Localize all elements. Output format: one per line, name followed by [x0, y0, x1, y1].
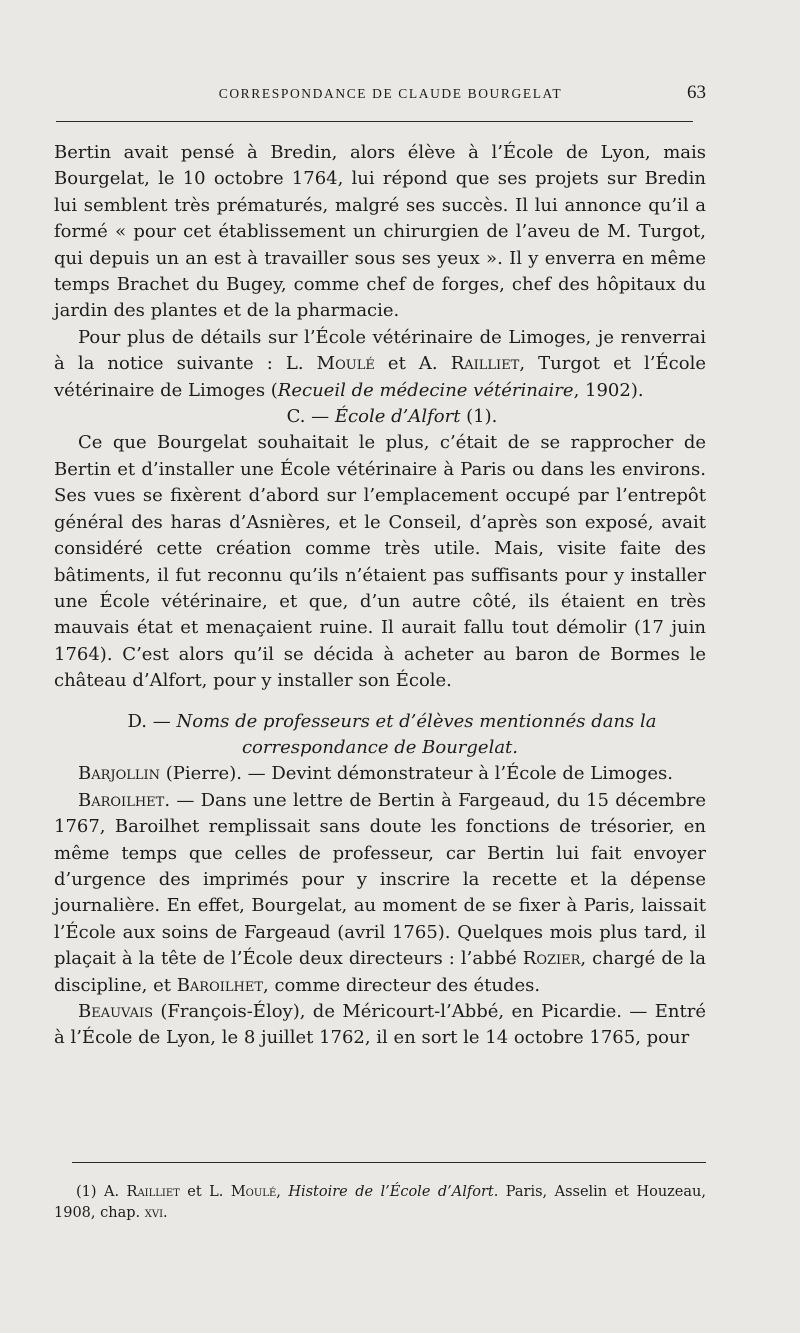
section-label: D. — — [127, 710, 177, 732]
section-title: École d’Alfort — [334, 406, 461, 428]
name-baroilhet: Baroilhet — [176, 974, 264, 996]
entry-name: Barjollin — [78, 763, 161, 785]
entry-name: Baroilhet. — [78, 789, 171, 811]
footnote-number: (1) — [76, 1184, 97, 1200]
section-heading-c — [54, 404, 706, 430]
text-span: Pour plus de détails sur l’École vétérinaire de Limoges, je renverrai à la notice suivante : L. — [54, 326, 706, 375]
book-title: Histoire de l’École d’Alfort — [288, 1184, 494, 1200]
running-title: CORRESPONDANCE DE CLAUDE BOURGELAT — [218, 86, 563, 101]
page-number: 63 — [687, 82, 706, 103]
section-heading-d — [54, 709, 706, 762]
paragraph-bredin: Bertin avait pensé à Bredin, alors élève à l’École de Lyon, mais Bourgelat, le 10 octobre 1764, lui répond que ses projets sur Bredin lui semblent très prématurés, malgré ses succès. Il lui annonce qu’il a formé « pour cet établissement un chirurgien de l’aveu de M. Turgot, qui depuis un an est à travailler sous ses yeux ». Il y enverra en même temps Brachet du Bugey, comme chef de forges, chef des hôpitaux du jardin des plantes et de la pharmacie. — [54, 142, 706, 322]
entry-text: , chargé de la discipline, et — [54, 948, 706, 996]
author-moule: Moulé — [230, 1184, 277, 1200]
text-span: , 1902). — [573, 379, 644, 401]
footnote — [54, 1182, 706, 1224]
spacer — [54, 695, 706, 709]
entry-text: , comme directeur des études. — [263, 974, 541, 996]
entry-name: Beauvais — [78, 1001, 153, 1022]
author-railliet: Railliet — [126, 1184, 180, 1200]
text-span: , Turgot et l’École vétérinaire de Limoges ( — [54, 353, 706, 401]
journal-title: Recueil de médecine vétérinaire — [277, 379, 574, 401]
header-rule — [56, 121, 693, 122]
section-title: Noms de professeurs et d’élèves mentionnés dans la correspondance de Bourgelat. — [176, 710, 657, 758]
paragraph-limoges-reference — [54, 325, 706, 404]
footnote-ref: (1). — [460, 406, 498, 428]
name-rozier: Rozier — [522, 948, 581, 970]
paragraph-alfort: Ce que Bourgelat souhaitait le plus, c’était de se rapprocher de Bertin et d’installer une École vétérinaire à Paris ou dans les environs. Ses vues se fixèrent d’abord sur l’emplacement occupé par l’entrepôt général des haras d’Asnières, et le Conseil, d’après son exposé, avait considéré cette création comme très utile. Mais, visite faite des bâtiments, il fut reconnu qu’ils n’étaient pas suffisants pour y installer une École vétérinaire, et que, d’un autre côté, ils étaient en très mauvais état et menaçaient ruine. Il aurait fallu tout démolir (17 juin 1764). C’est alors qu’il se décida à acheter au baron de Bormes le château d’Alfort, pour y installer son École. — [54, 432, 706, 692]
footnote-rule — [72, 1162, 706, 1163]
entry-text: (Pierre). — Devint démonstrateur à l’École de Limoges. — [160, 763, 673, 785]
text-span: , — [276, 1184, 289, 1200]
entry-baroilhet — [54, 788, 706, 999]
text-span: A. — [96, 1184, 127, 1200]
author-moule: Moulé — [316, 353, 375, 375]
entry-beauvais — [54, 999, 706, 1052]
section-label: C. — — [286, 406, 335, 428]
chapter-number: xvi — [144, 1205, 164, 1221]
entry-text: (François-Éloy), de Méricourt-l’Abbé, en Picardie. — Entré à l’École de Lyon, le 8 juillet 1762, il en sort le 14 octobre 1765, pour — [54, 1001, 706, 1049]
entry-text: — Dans une lettre de Bertin à Fargeaud, du 15 décembre 1767, Baroilhet remplissait sans doute les fonctions de trésorier, en même temps que celles de professeur, car Bertin lui fait envoyer d’urgence des imprimés pour y inscrire la recette et la dépense journalière. En effet, Bourgelat, au moment de se fixer à Paris, laissait l’École aux soins de Fargeaud (avril 1765). Quelques mois plus tard, il plaçait à la tête de l’École deux directeurs : l’abbé — [54, 789, 706, 970]
text-span: et L. — [179, 1184, 231, 1200]
body-text — [54, 140, 706, 1052]
entry-barjollin — [54, 761, 706, 787]
running-header — [54, 82, 706, 104]
author-railliet: Railliet — [450, 353, 520, 375]
text-span: . — [163, 1205, 168, 1221]
text-span: et A. — [374, 353, 451, 375]
text-span: . Paris, Asselin et Houzeau, 1908, chap. — [54, 1184, 706, 1221]
